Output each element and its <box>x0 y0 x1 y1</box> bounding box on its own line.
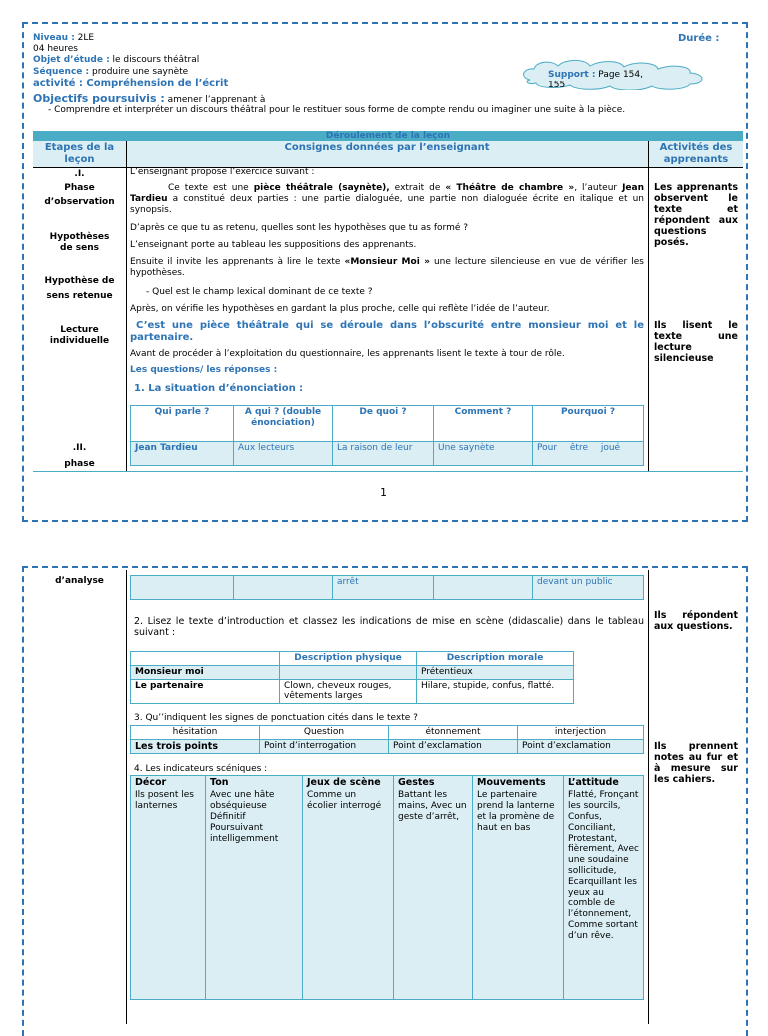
objet-etude <box>33 55 199 66</box>
niveau <box>33 33 94 44</box>
p5 <box>130 257 644 279</box>
enonciation-table <box>130 405 644 466</box>
p10: Les questions/ les réponses : <box>130 365 278 375</box>
cell: Point d’interrogation <box>260 739 389 753</box>
cell <box>434 576 533 600</box>
column-divider <box>126 570 127 1024</box>
cell: Monsieur moi <box>131 665 280 679</box>
column-divider <box>648 570 649 1024</box>
p2 <box>130 183 644 215</box>
p2-a: Ce texte est une <box>168 183 254 193</box>
stage-individuelle: individuelle <box>49 336 110 346</box>
objectifs-label: Objectifs poursuivis : <box>33 92 165 105</box>
header-cell: Ton <box>206 776 303 790</box>
objet-value: le discours théâtral <box>109 55 200 65</box>
activity-1: Les apprenants observent le texte et répondent aux questions posés. <box>654 182 738 248</box>
header-cell: A qui ? (double énonciation) <box>234 406 333 442</box>
cell: Le partenaire prend la lanterne et la promène de haut en bas <box>473 789 564 999</box>
objet-label: Objet d’étude : <box>33 55 110 65</box>
p4: L’enseignant porte au tableau les suppositions des apprenants. <box>130 240 417 250</box>
stage-phase-2: phase <box>64 459 95 469</box>
niveau-label: Niveau : <box>33 33 75 43</box>
cell <box>280 665 417 679</box>
sequence-label: Séquence : <box>33 67 90 77</box>
cell: Une saynète <box>434 442 533 466</box>
header-cell: Comment ? <box>434 406 533 442</box>
cell: Flatté, Fronçant les sourcils, Confus, Conciliant, Protestant, fièrement, Avec une soudaine sollicitude, Ecarquillant les yeux au comble de l’étonnement, Comme sortant d’un rêve. <box>564 789 644 999</box>
header-cell: Décor <box>131 776 206 790</box>
stage-1-number: .I. <box>74 169 85 179</box>
header-cell: Description morale <box>417 652 574 666</box>
cell: Hilare, stupide, confus, flatté. <box>417 679 574 704</box>
p2-g: a constitué deux parties : une partie dialoguée, une partie non dialoguée écrite en italique et un synopsis. <box>130 193 644 215</box>
p5-c: une lecture silencieuse en vue de vérifier les hypothèses. <box>130 257 644 278</box>
cell: Clown, cheveux rouges, vêtements larges <box>280 679 417 704</box>
header-cell: Mouvements <box>473 776 564 790</box>
p1: L’enseignant propose l’exercice suivant : <box>130 167 315 177</box>
q3-text: 3. Qu’’indiquent les signes de ponctuation cités dans le texte ? <box>134 713 418 723</box>
stage-hypotheses: Hypothèses <box>49 232 110 242</box>
p6: - Quel est le champ lexical dominant de ce texte ? <box>146 287 373 297</box>
activity-2: Ils lisent le texte une lecture silencieuse <box>654 320 738 364</box>
header-cell: étonnement <box>389 726 518 740</box>
cell <box>131 652 280 666</box>
stage-analyse: d’analyse <box>55 576 104 586</box>
p2-e: , l’auteur <box>574 183 623 193</box>
cell: Aux lecteurs <box>234 442 333 466</box>
header-cell: hésitation <box>131 726 260 740</box>
lesson-title: Déroulement de la leçon <box>325 131 451 141</box>
stage-de-sens: de sens <box>60 243 99 253</box>
sequence <box>33 67 188 78</box>
cell: Les trois points <box>131 739 260 753</box>
col-activites: Activités des apprenants <box>659 142 733 165</box>
header-cell: Pourquoi ? <box>533 406 644 442</box>
cell: Point d’exclamation <box>518 739 644 753</box>
cell <box>131 576 234 600</box>
cell: devant un public <box>533 576 644 600</box>
stage-2-number: .II. <box>72 443 87 453</box>
header-cell: Gestes <box>394 776 473 790</box>
objectif-item: - Comprendre et interpréter un discours théâtral pour le restituer sous forme de compte rendu ou imaginer une suite à la pièce. <box>48 105 626 115</box>
col-consignes: Consignes données par l’enseignant <box>284 142 490 153</box>
col-etapes: Etapes de la leçon <box>44 142 115 165</box>
q2-text: 2. Lisez le texte d’introduction et classez les indications de mise en scène (didascalie) dans le tableau suivant : <box>134 616 644 639</box>
activity-4: Ils prennent notes au fur et à mesure sur les cahiers. <box>654 741 738 785</box>
p5-a: Ensuite il invite les apprenants à lire le texte <box>130 257 345 267</box>
stage-lecture: Lecture <box>60 325 99 335</box>
header-cell: De quoi ? <box>333 406 434 442</box>
p2-c: extrait de <box>389 183 446 193</box>
q4-text: 4. Les indicateurs scéniques : <box>134 764 268 774</box>
objectifs <box>33 92 265 106</box>
header-cell: L’attitude <box>564 776 644 790</box>
header-cell: Qui parle ? <box>131 406 234 442</box>
cell: Prétentieux <box>417 665 574 679</box>
p2-b: pièce théâtrale (saynète), <box>253 183 390 193</box>
p2-f: Jean Tardieu <box>130 183 644 204</box>
support-value-2: 155 <box>548 81 566 87</box>
cell: Comme un écolier interrogé <box>303 789 394 999</box>
cell: La raison de leur <box>333 442 434 466</box>
p9: Avant de procéder à l’exploitation du questionnaire, les apprenants lisent le texte à tour de rôle. <box>130 349 565 359</box>
page-number: 1 <box>380 486 387 499</box>
cell: Jean Tardieu <box>131 442 234 466</box>
hours: 04 heures <box>33 44 78 54</box>
header-cell: Question <box>260 726 389 740</box>
cell: Pour être joué <box>533 442 644 466</box>
support-value: Page 154, <box>595 70 643 80</box>
niveau-value: 2LE <box>74 33 95 43</box>
p3: D’après ce que tu as retenu, quelles sont les hypothèses que tu as formé ? <box>130 223 469 233</box>
enonciation-table-continued <box>130 575 644 600</box>
column-divider <box>126 141 127 471</box>
cell <box>234 576 333 600</box>
support-label: Support : <box>548 70 596 80</box>
column-divider <box>648 141 649 471</box>
q3-table <box>130 725 644 754</box>
cell: arrêt <box>333 576 434 600</box>
objectifs-value: amener l’apprenant à <box>164 95 266 105</box>
stage-hypothese: Hypothèse de <box>44 276 115 286</box>
stage-sens-retenue: sens retenue <box>46 291 113 301</box>
p7: Après, on vérifie les hypothèses en gardant la plus proche, celle qui reflète l’idée de l’auteur. <box>130 304 550 314</box>
header-cell: interjection <box>518 726 644 740</box>
cell: Ils posent les lanternes <box>131 789 206 999</box>
p5-b: «Monsieur Moi » <box>344 257 430 267</box>
header-cell: Jeux de scène <box>303 776 394 790</box>
activite: activité : Compréhension de l’écrit <box>33 78 229 89</box>
q4-table <box>130 775 644 1000</box>
support <box>548 70 643 81</box>
cell: Le partenaire <box>131 679 280 704</box>
q1: 1. La situation d’énonciation : <box>134 383 304 394</box>
cell: Point d’exclamation <box>389 739 518 753</box>
p2-d: « Théâtre de chambre » <box>445 183 575 193</box>
cell: Avec une hâte obséquieuse Définitif Poursuivant intelligemment <box>206 789 303 999</box>
stage-observation: d’observation <box>44 197 115 207</box>
p8: C’est une pièce théâtrale qui se déroule dans l’obscurité entre monsieur moi et le partenaire. <box>130 320 644 343</box>
table-bottom-rule <box>33 471 743 472</box>
stage-phase: Phase <box>64 183 95 193</box>
activity-3: Ils répondent aux questions. <box>654 610 738 633</box>
q2-table <box>130 651 574 704</box>
header-cell: Description physique <box>280 652 417 666</box>
duree-label: Durée : <box>678 33 720 44</box>
cell: Battant les mains, Avec un geste d’arrêt, <box>394 789 473 999</box>
sequence-value: produire une saynète <box>89 67 189 77</box>
